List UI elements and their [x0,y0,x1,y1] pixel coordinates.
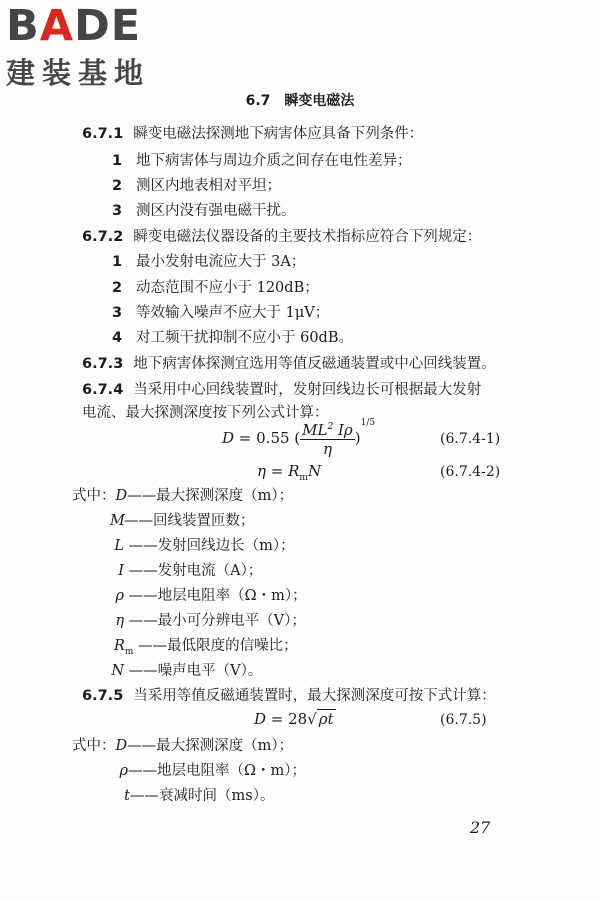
logo-wordmark: BADE [6,1,142,51]
list-item: 3 测区内没有强电磁干扰。 [112,203,296,219]
symbol-definition: 式中：D——最大探测深度（m）； [72,738,294,754]
formula-label: (6.7.5) [440,712,487,728]
symbol-definition: M——回线装置匝数； [110,513,255,529]
section-title: 6.7 瞬变电磁法 [245,93,355,109]
list-item: 4 对工频干扰抑制不应小于 60dB。 [112,330,353,346]
symbol-definition: I ——发射电流（A）； [118,563,263,579]
symbol-definition: 式中：D——最大探测深度（m）； [72,488,294,504]
formula-6-7-5: D = 28√ ρt [254,710,334,728]
symbol-definition: ρ——地层电阻率（Ω・m）； [119,763,307,779]
list-item: 2 测区内地表相对平坦； [112,178,281,194]
symbol-definition: L ——发射回线边长（m）； [114,538,295,554]
symbol-definition: t——衰减时间（ms）。 [124,788,275,804]
symbol-definition: $R_m$ ——最低限度的信噪比； [114,638,298,657]
clause-6-7-3: 6.7.3 地下病害体探测宜选用等值反磁通装置或中心回线装置。 [82,356,496,372]
clause-6-7-4-continued: 电流、最大探测深度按下列公式计算： [82,405,329,421]
brand-logo [6,1,176,96]
clause-6-7-5: 6.7.5 当采用等值反磁通装置时，最大探测深度可按下式计算： [82,688,496,704]
symbol-definition: ρ ——地层电阻率（Ω・m）； [115,588,307,604]
symbol-definition: η ——最小可分辨电平（V）； [115,613,306,629]
list-item: 1 最小发射电流应大于 3A； [112,254,306,270]
list-item: 1 地下病害体与周边介质之间存在电性差异； [112,153,412,169]
list-item: 3 等效输入噪声不应大于 1μV； [112,305,330,321]
formula-label: (6.7.4-2) [440,464,501,480]
list-item: 2 动态范围不应小于 120dB； [112,280,319,296]
clause-6-7-1: 6.7.1 瞬变电磁法探测地下病害体应具备下列条件： [82,126,424,142]
formula-6-7-4-1: D = 0.55 ( $\frac{ML^2 I\rho}{\eta}$ )$^{1/5}$ [222,418,376,458]
symbol-definition: N ——噪声电平（V）。 [111,663,263,679]
clause-6-7-4: 6.7.4 当采用中心回线装置时，发射回线边长可根据最大发射 [82,382,482,398]
clause-6-7-2: 6.7.2 瞬变电磁法仪器设备的主要技术指标应符合下列规定： [82,229,482,245]
page-number: 27 [470,818,491,837]
formula-6-7-4-2: $\eta = R_mN$ [257,462,322,483]
formula-label: (6.7.4-1) [440,431,501,447]
logo-subtitle: 建装基地 [6,56,151,90]
